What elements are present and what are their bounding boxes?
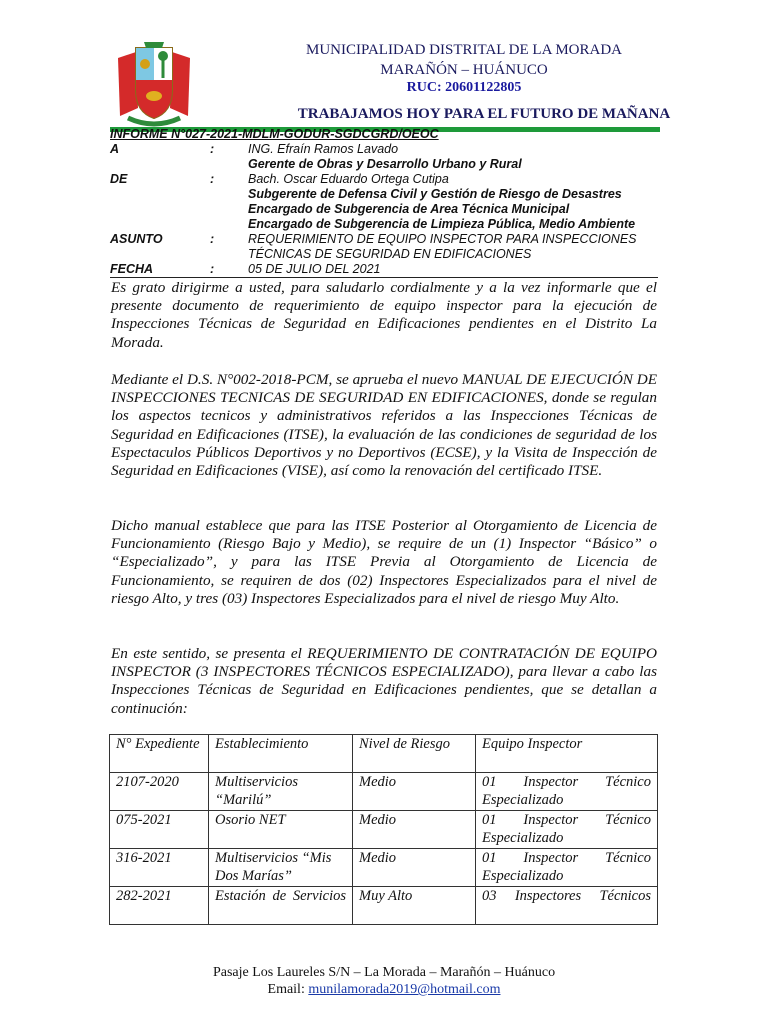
cell-nivel-riesgo: Medio: [353, 773, 476, 811]
footer-address: Pasaje Los Laureles S/N – La Morada – Marañón – Huánuco: [212, 965, 556, 980]
cell-expediente: 282-2021: [110, 887, 209, 925]
cell-nivel-riesgo: Muy Alto: [353, 887, 476, 925]
cell-nivel-riesgo: Medio: [353, 849, 476, 887]
ruc-number: RUC: 20601122805: [406, 80, 522, 95]
table-row: [110, 811, 658, 849]
report-number: INFORME N°027-2021-MDLM-GODUR-SGDCGRD/OEOC: [110, 127, 439, 141]
cell-equipo-inspector: 01 Inspector Técnico Especializado: [476, 811, 658, 849]
paragraph-manual: Dicho manual establece que para las ITSE Posterior al Otorgamiento de Licencia de Funcionamiento (Riesgo Bajo y Medio), se require de un (1) Inspector “Básico” o “Especializado”, y para las ITSE Previa al Otorgamiento de Licencia de Funcionamiento, se requiren de dos (02) Inspectores Especializados para el nivel de riesgo Alto, y tres (03) Inspectores Especializados para el nivel de riesgo Muy Alto.: [111, 517, 657, 607]
from-label: DE: [110, 172, 128, 186]
table-row: [110, 887, 658, 925]
date-colon: :: [210, 262, 215, 276]
footer-email-line: [0, 982, 768, 998]
cell-expediente: 075-2021: [110, 811, 209, 849]
date-label: FECHA: [110, 262, 154, 276]
to-name: ING. Efraín Ramos Lavado: [248, 142, 399, 156]
subject-colon: :: [210, 232, 215, 246]
memo-header: [110, 127, 660, 277]
paragraph-greeting: Es grato dirigirme a usted, para saludarlo cordialmente y a la vez informarle que el presente documento de requerimiento de equipo inspector para la ejecución de Inspecciones Técnicas de Seguridad en Edificaciones pendientes en el Distrito La Morada.: [111, 279, 657, 351]
header-establecimiento: Establecimiento: [209, 735, 353, 773]
from-title-2: Encargado de Subgerencia de Area Técnica Municipal: [248, 202, 570, 216]
cell-expediente: 2107-2020: [110, 773, 209, 811]
to-colon: :: [210, 142, 215, 156]
from-title-1: Subgerente de Defensa Civil y Gestión de Riesgo de Desastres: [248, 187, 622, 201]
cell-equipo-inspector: 03 Inspectores Técnicos: [476, 887, 658, 925]
header-nivel-riesgo: Nivel de Riesgo: [353, 735, 476, 773]
cell-establecimiento: Osorio NET: [209, 811, 353, 849]
header-expediente: N° Expediente: [110, 735, 209, 773]
cell-equipo-inspector: 01 Inspector Técnico Especializado: [476, 773, 658, 811]
table-row: [110, 849, 658, 887]
subject-line-2: TÉCNICAS DE SEGURIDAD EN EDIFICACIONES: [248, 247, 532, 261]
inspections-table: [109, 734, 658, 925]
footer-email-link[interactable]: munilamorada2019@hotmail.com: [308, 982, 501, 997]
cell-establecimiento: Estación de Servicios: [209, 887, 353, 925]
cell-expediente: 316-2021: [110, 849, 209, 887]
footer-email-label: Email:: [267, 982, 305, 997]
cell-nivel-riesgo: Medio: [353, 811, 476, 849]
cell-establecimiento: Multiservicios “Marilú”: [209, 773, 353, 811]
subject-line-1: REQUERIMIENTO DE EQUIPO INSPECTOR PARA INSPECCIONES: [248, 232, 637, 246]
table-header-row: [110, 735, 658, 773]
date-value: 05 DE JULIO DEL 2021: [248, 262, 381, 276]
from-name: Bach. Oscar Eduardo Ortega Cutipa: [248, 172, 449, 186]
municipality-name: MUNICIPALIDAD DISTRITAL DE LA MORADA: [305, 42, 623, 58]
cell-equipo-inspector: 01 Inspector Técnico Especializado: [476, 849, 658, 887]
memo-divider: [110, 277, 658, 278]
municipality-location: MARAÑÓN – HUÁNUCO: [380, 62, 548, 78]
to-label: A: [110, 142, 120, 156]
table-row: [110, 773, 658, 811]
paragraph-regulation: Mediante el D.S. N°002-2018-PCM, se aprueba el nuevo MANUAL DE EJECUCIÓN DE INSPECCIONES TECNICAS DE SEGURIDAD EN EDIFICACIONES, donde se regulan los aspectos tecnicos y administrativos referidos a las Inspecciones Técnicas de Seguridad en Edificaciones (ITSE), la evaluación de las condiciones de seguridad de los Espectaculos Públicos Deportivos y no Deportivos (ECSE), y la Visita de Inspección de Seguridad en Edificaciones (VISE), así como la renovación del certificado ITSE.: [111, 371, 657, 480]
subject-label: ASUNTO: [110, 232, 163, 246]
cell-establecimiento: Multiservicios “Mis Dos Marías”: [209, 849, 353, 887]
to-title: Gerente de Obras y Desarrollo Urbano y Rural: [248, 157, 522, 171]
header-equipo-inspector: Equipo Inspector: [476, 735, 658, 773]
slogan: TRABAJAMOS HOY PARA EL FUTURO DE MAÑANA: [297, 106, 671, 122]
from-colon: :: [210, 172, 215, 186]
paragraph-request: En este sentido, se presenta el REQUERIMIENTO DE CONTRATACIÓN DE EQUIPO INSPECTOR (3 INSPECTORES TÉCNICOS ESPECIALIZADO), para llevar a cabo las Inspecciones Técnicas de Seguridad en Edificaciones pendientes, que se detallan a continución:: [111, 645, 657, 717]
from-title-3: Encargado de Subgerencia de Limpieza Pública, Medio Ambiente: [248, 217, 636, 231]
